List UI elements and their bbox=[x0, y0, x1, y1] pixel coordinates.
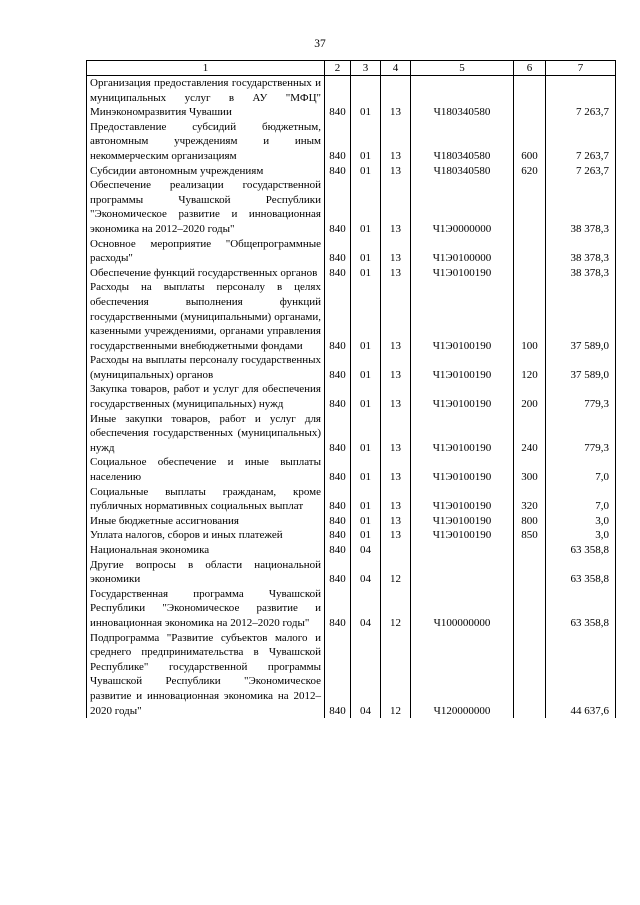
row-name-cell: Основное мероприятие "Общепрограммные расходы" bbox=[87, 237, 325, 266]
ministry-code-cell: 840 bbox=[325, 120, 351, 164]
expense-type-cell: 800 bbox=[514, 514, 546, 529]
amount-cell: 7 263,7 bbox=[546, 164, 616, 179]
row-name-cell: Расходы на выплаты персоналу государственных (муниципальных) органов bbox=[87, 353, 325, 382]
section-code-cell: 01 bbox=[351, 178, 381, 236]
table-row bbox=[87, 543, 616, 558]
expense-type-cell bbox=[514, 76, 546, 120]
expense-type-cell bbox=[514, 631, 546, 719]
section-code-cell: 01 bbox=[351, 266, 381, 281]
amount-cell: 63 358,8 bbox=[546, 587, 616, 631]
section-code-cell: 04 bbox=[351, 587, 381, 631]
section-code-cell: 01 bbox=[351, 382, 381, 411]
target-article-cell: Ч1Э0100190 bbox=[411, 280, 514, 353]
target-article-cell: Ч120000000 bbox=[411, 631, 514, 719]
section-code-cell: 01 bbox=[351, 514, 381, 529]
ministry-code-cell: 840 bbox=[325, 455, 351, 484]
table-row bbox=[87, 120, 616, 164]
amount-cell: 38 378,3 bbox=[546, 178, 616, 236]
header-col-5: 5 bbox=[411, 61, 514, 76]
table-row bbox=[87, 164, 616, 179]
section-code-cell: 01 bbox=[351, 76, 381, 120]
expense-type-cell: 300 bbox=[514, 455, 546, 484]
section-code-cell: 01 bbox=[351, 353, 381, 382]
ministry-code-cell: 840 bbox=[325, 266, 351, 281]
section-code-cell: 01 bbox=[351, 120, 381, 164]
row-name-cell: Иные бюджетные ассигнования bbox=[87, 514, 325, 529]
subsection-code-cell: 13 bbox=[381, 412, 411, 456]
subsection-code-cell: 13 bbox=[381, 266, 411, 281]
target-article-cell: Ч1Э0100190 bbox=[411, 455, 514, 484]
expense-type-cell bbox=[514, 558, 546, 587]
subsection-code-cell: 13 bbox=[381, 76, 411, 120]
section-code-cell: 04 bbox=[351, 543, 381, 558]
table-row bbox=[87, 412, 616, 456]
row-name-cell: Другие вопросы в области национальной экономики bbox=[87, 558, 325, 587]
amount-cell: 3,0 bbox=[546, 514, 616, 529]
target-article-cell: Ч180340580 bbox=[411, 120, 514, 164]
subsection-code-cell: 13 bbox=[381, 120, 411, 164]
table-row bbox=[87, 353, 616, 382]
amount-cell: 38 378,3 bbox=[546, 237, 616, 266]
target-article-cell: Ч1Э0100190 bbox=[411, 412, 514, 456]
expense-type-cell bbox=[514, 237, 546, 266]
expense-type-cell bbox=[514, 543, 546, 558]
table-header-row bbox=[87, 61, 616, 76]
target-article-cell: Ч1Э0100190 bbox=[411, 353, 514, 382]
header-col-4: 4 bbox=[381, 61, 411, 76]
expense-type-cell: 240 bbox=[514, 412, 546, 456]
target-article-cell: Ч1Э0000000 bbox=[411, 178, 514, 236]
ministry-code-cell: 840 bbox=[325, 631, 351, 719]
amount-cell: 37 589,0 bbox=[546, 280, 616, 353]
header-col-2: 2 bbox=[325, 61, 351, 76]
target-article-cell: Ч180340580 bbox=[411, 76, 514, 120]
row-name-cell: Расходы на выплаты персоналу в целях обеспечения выполнения функций государственными (муниципальными) органами, казенными учреждениями, органами управления государственными внебюджетными фондами bbox=[87, 280, 325, 353]
section-code-cell: 01 bbox=[351, 455, 381, 484]
table-row bbox=[87, 514, 616, 529]
table-row bbox=[87, 382, 616, 411]
subsection-code-cell: 13 bbox=[381, 485, 411, 514]
subsection-code-cell: 13 bbox=[381, 353, 411, 382]
amount-cell: 3,0 bbox=[546, 528, 616, 543]
expense-type-cell: 100 bbox=[514, 280, 546, 353]
expense-type-cell: 600 bbox=[514, 120, 546, 164]
row-name-cell: Подпрограмма "Развитие субъектов малого и среднего предпринимательства в Чувашской Республике" государственной программы Чувашской Республики "Экономическое развитие и инновационная экономика на 2012–2020 годы" bbox=[87, 631, 325, 719]
amount-cell: 7,0 bbox=[546, 455, 616, 484]
amount-cell: 44 637,6 bbox=[546, 631, 616, 719]
expense-type-cell: 200 bbox=[514, 382, 546, 411]
section-code-cell: 01 bbox=[351, 485, 381, 514]
target-article-cell: Ч1Э0100190 bbox=[411, 266, 514, 281]
subsection-code-cell: 13 bbox=[381, 528, 411, 543]
row-name-cell: Обеспечение реализации государственной программы Чувашской Республики "Экономическое развитие и инновационная экономика на 2012–2020 годы" bbox=[87, 178, 325, 236]
expense-type-cell bbox=[514, 178, 546, 236]
table-row bbox=[87, 237, 616, 266]
row-name-cell: Организация предоставления государственных и муниципальных услуг в АУ "МФЦ" Минэкономразвития Чувашии bbox=[87, 76, 325, 120]
ministry-code-cell: 840 bbox=[325, 485, 351, 514]
expense-type-cell: 120 bbox=[514, 353, 546, 382]
row-name-cell: Государственная программа Чувашской Республики "Экономическое развитие и инновационная экономика на 2012–2020 годы" bbox=[87, 587, 325, 631]
subsection-code-cell: 13 bbox=[381, 455, 411, 484]
row-name-cell: Иные закупки товаров, работ и услуг для обеспечения государственных (муниципальных) нужд bbox=[87, 412, 325, 456]
row-name-cell: Обеспечение функций государственных органов bbox=[87, 266, 325, 281]
target-article-cell: Ч1Э0100000 bbox=[411, 237, 514, 266]
row-name-cell: Субсидии автономным учреждениям bbox=[87, 164, 325, 179]
page-number: 37 bbox=[314, 38, 326, 50]
section-code-cell: 01 bbox=[351, 237, 381, 266]
ministry-code-cell: 840 bbox=[325, 558, 351, 587]
header-col-7: 7 bbox=[546, 61, 616, 76]
table-row bbox=[87, 455, 616, 484]
row-name-cell: Закупка товаров, работ и услуг для обеспечения государственных (муниципальных) нужд bbox=[87, 382, 325, 411]
ministry-code-cell: 840 bbox=[325, 543, 351, 558]
target-article-cell: Ч1Э0100190 bbox=[411, 382, 514, 411]
expense-type-cell: 850 bbox=[514, 528, 546, 543]
ministry-code-cell: 840 bbox=[325, 382, 351, 411]
section-code-cell: 01 bbox=[351, 412, 381, 456]
amount-cell: 63 358,8 bbox=[546, 543, 616, 558]
table-row bbox=[87, 178, 616, 236]
target-article-cell: Ч1Э0100190 bbox=[411, 528, 514, 543]
subsection-code-cell: 12 bbox=[381, 587, 411, 631]
section-code-cell: 01 bbox=[351, 528, 381, 543]
subsection-code-cell: 13 bbox=[381, 164, 411, 179]
table-row bbox=[87, 280, 616, 353]
table-row bbox=[87, 587, 616, 631]
row-name-cell: Предоставление субсидий бюджетным, автономным учреждениям и иным некоммерческим организациям bbox=[87, 120, 325, 164]
subsection-code-cell: 12 bbox=[381, 631, 411, 719]
amount-cell: 7 263,7 bbox=[546, 76, 616, 120]
budget-table bbox=[86, 60, 616, 718]
amount-cell: 38 378,3 bbox=[546, 266, 616, 281]
expense-type-cell bbox=[514, 266, 546, 281]
row-name-cell: Социальное обеспечение и иные выплаты населению bbox=[87, 455, 325, 484]
amount-cell: 779,3 bbox=[546, 382, 616, 411]
target-article-cell: Ч180340580 bbox=[411, 164, 514, 179]
table-row bbox=[87, 485, 616, 514]
expense-type-cell: 620 bbox=[514, 164, 546, 179]
subsection-code-cell: 13 bbox=[381, 237, 411, 266]
subsection-code-cell: 12 bbox=[381, 558, 411, 587]
target-article-cell bbox=[411, 558, 514, 587]
row-name-cell: Национальная экономика bbox=[87, 543, 325, 558]
amount-cell: 7 263,7 bbox=[546, 120, 616, 164]
expense-type-cell: 320 bbox=[514, 485, 546, 514]
ministry-code-cell: 840 bbox=[325, 76, 351, 120]
target-article-cell bbox=[411, 543, 514, 558]
section-code-cell: 04 bbox=[351, 631, 381, 719]
target-article-cell: Ч1Э0100190 bbox=[411, 485, 514, 514]
table-row bbox=[87, 76, 616, 120]
ministry-code-cell: 840 bbox=[325, 164, 351, 179]
section-code-cell: 01 bbox=[351, 280, 381, 353]
subsection-code-cell: 13 bbox=[381, 178, 411, 236]
ministry-code-cell: 840 bbox=[325, 587, 351, 631]
target-article-cell: Ч100000000 bbox=[411, 587, 514, 631]
row-name-cell: Уплата налогов, сборов и иных платежей bbox=[87, 528, 325, 543]
target-article-cell: Ч1Э0100190 bbox=[411, 514, 514, 529]
section-code-cell: 01 bbox=[351, 164, 381, 179]
amount-cell: 7,0 bbox=[546, 485, 616, 514]
header-col-3: 3 bbox=[351, 61, 381, 76]
subsection-code-cell: 13 bbox=[381, 382, 411, 411]
amount-cell: 63 358,8 bbox=[546, 558, 616, 587]
ministry-code-cell: 840 bbox=[325, 528, 351, 543]
ministry-code-cell: 840 bbox=[325, 280, 351, 353]
table-row bbox=[87, 528, 616, 543]
header-col-6: 6 bbox=[514, 61, 546, 76]
ministry-code-cell: 840 bbox=[325, 353, 351, 382]
section-code-cell: 04 bbox=[351, 558, 381, 587]
row-name-cell: Социальные выплаты гражданам, кроме публичных нормативных социальных выплат bbox=[87, 485, 325, 514]
ministry-code-cell: 840 bbox=[325, 237, 351, 266]
amount-cell: 37 589,0 bbox=[546, 353, 616, 382]
subsection-code-cell: 13 bbox=[381, 514, 411, 529]
ministry-code-cell: 840 bbox=[325, 412, 351, 456]
ministry-code-cell: 840 bbox=[325, 514, 351, 529]
table-row bbox=[87, 631, 616, 719]
table-row bbox=[87, 266, 616, 281]
header-col-1: 1 bbox=[87, 61, 325, 76]
subsection-code-cell bbox=[381, 543, 411, 558]
subsection-code-cell: 13 bbox=[381, 280, 411, 353]
ministry-code-cell: 840 bbox=[325, 178, 351, 236]
table-row bbox=[87, 558, 616, 587]
amount-cell: 779,3 bbox=[546, 412, 616, 456]
expense-type-cell bbox=[514, 587, 546, 631]
